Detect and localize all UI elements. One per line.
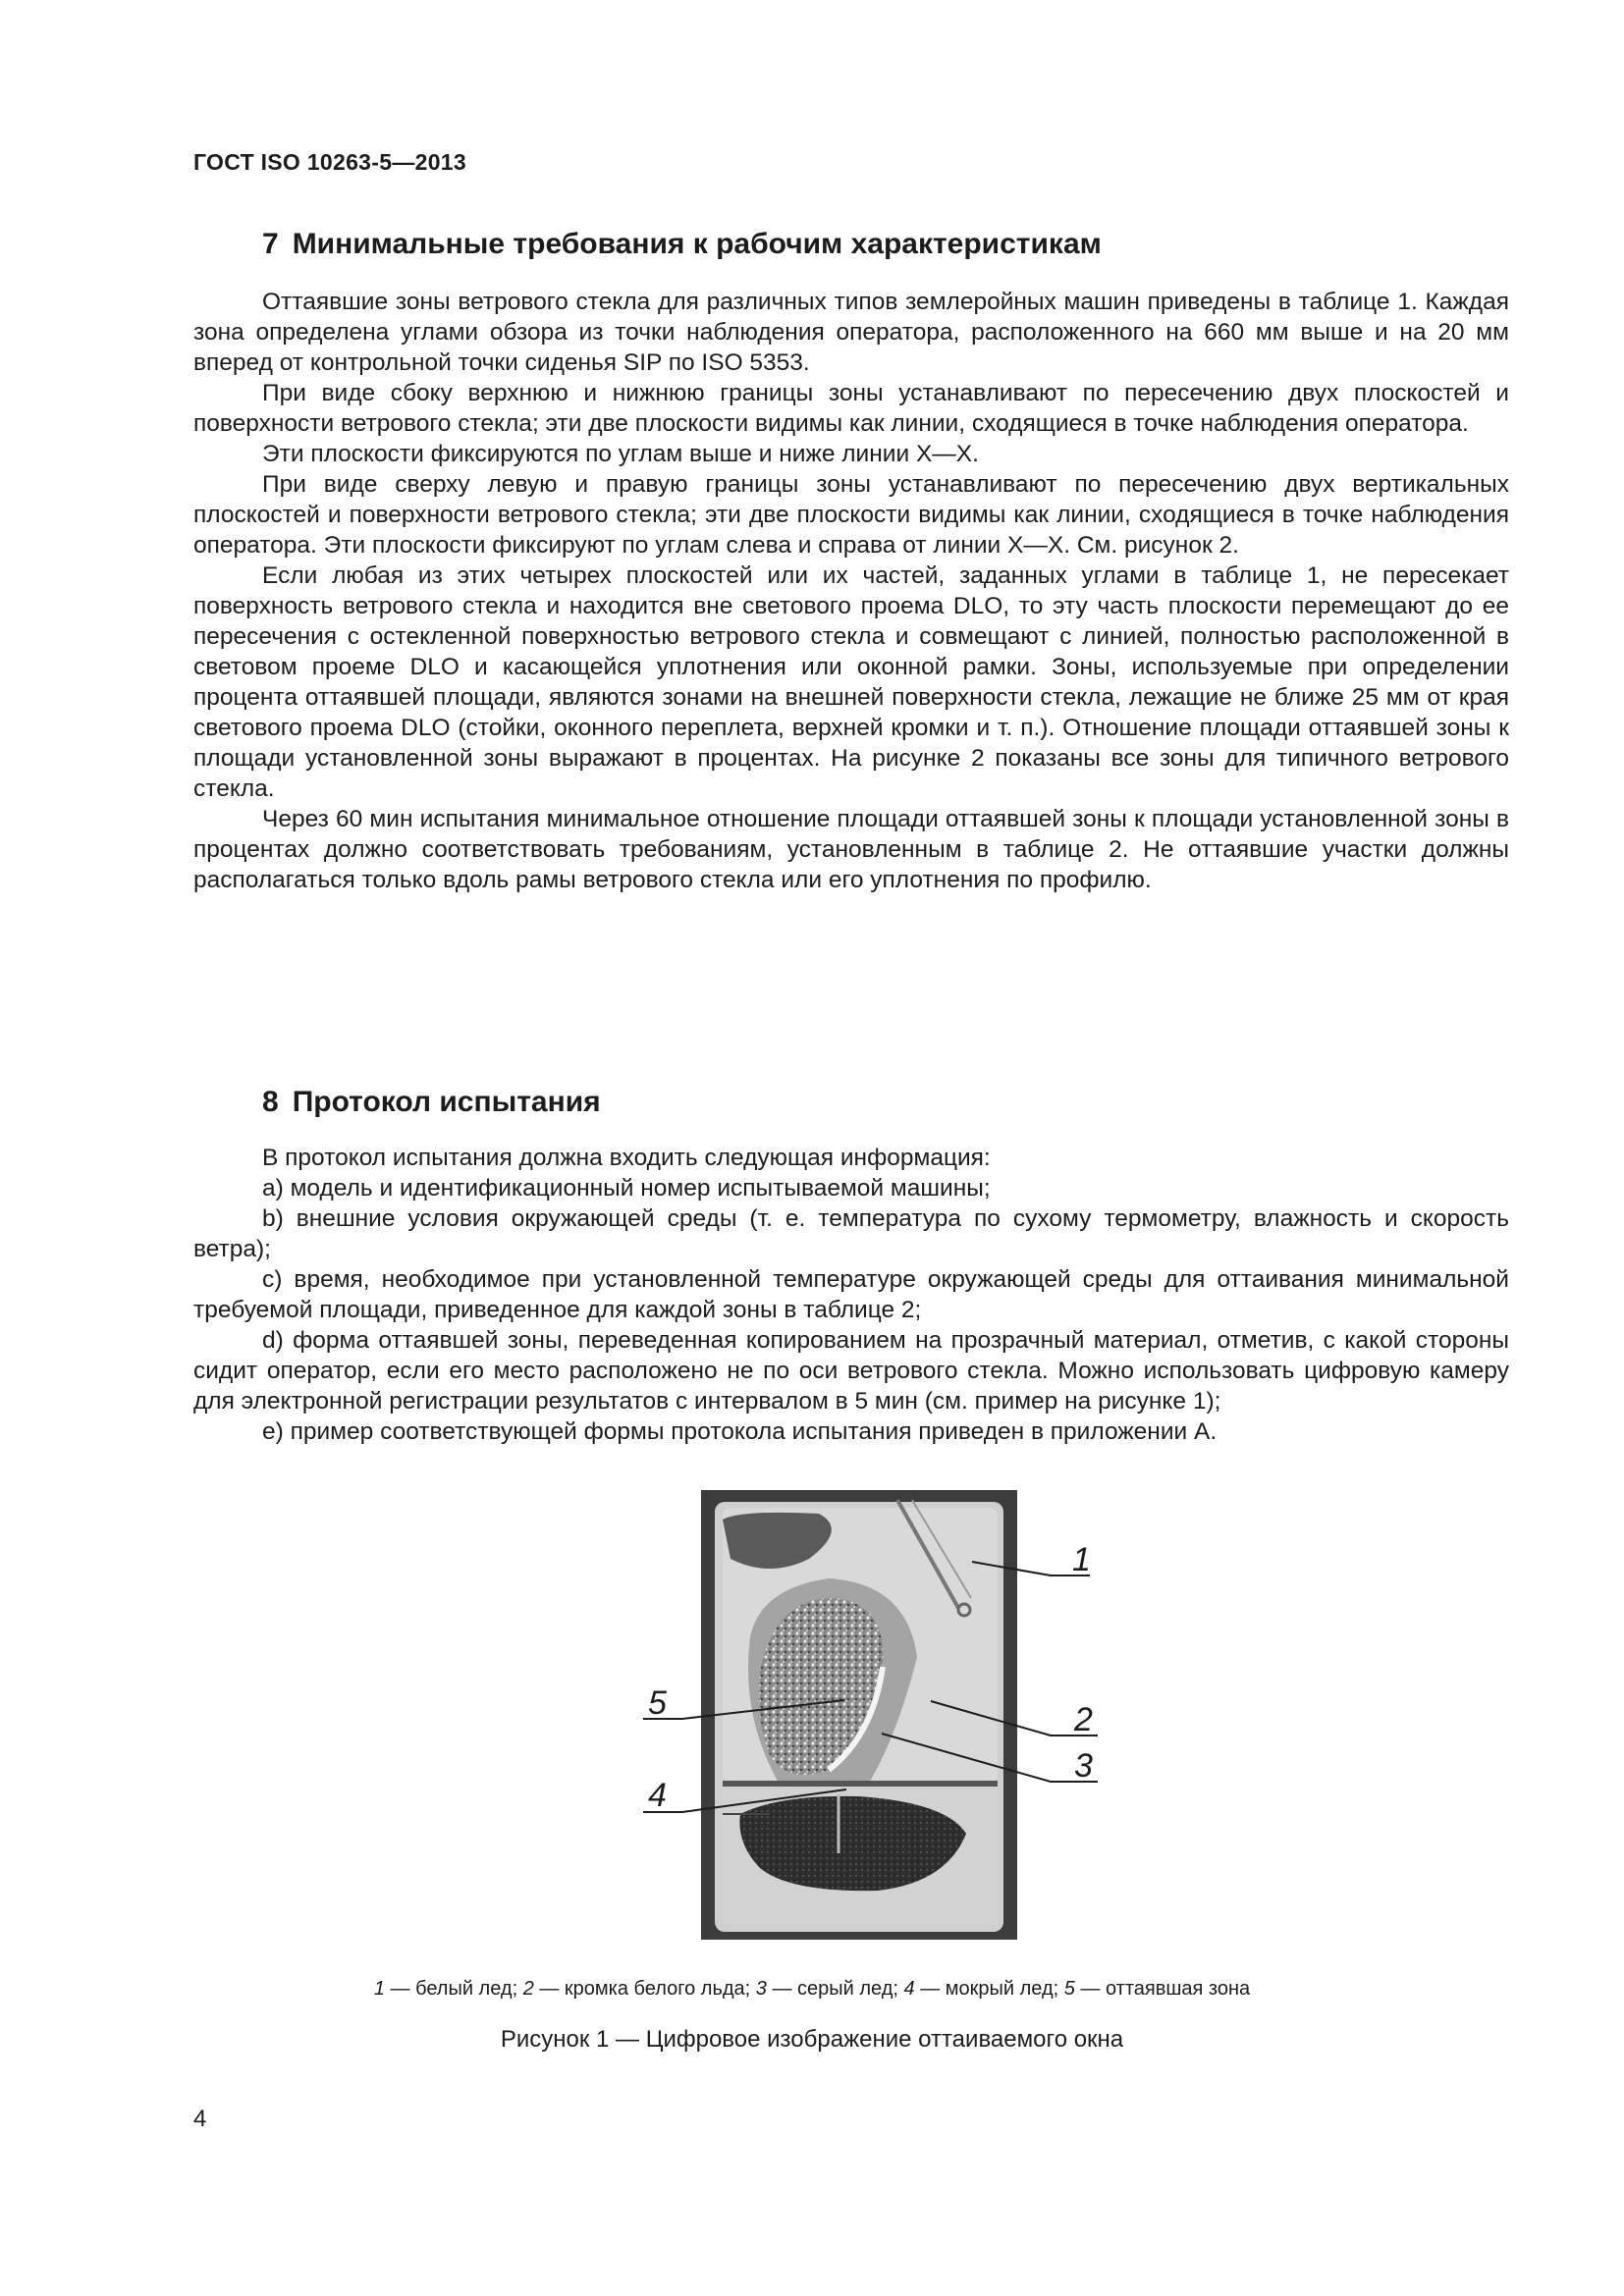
legend-num: 4	[903, 1978, 915, 2000]
legend-text: — мокрый лед;	[914, 1978, 1064, 2000]
figure-label-2: 2	[1074, 1701, 1093, 1738]
section-8-number: 8	[262, 1086, 279, 1118]
figure-legend	[0, 1978, 1624, 2001]
paragraph: Если любая из этих четырех плоскостей или их частей, заданных углами в таблице 1, не пересекает поверхность ветрового стекла и находится вне светового проема DLO, то эту часть плоскости перемещают до ее пересечения с остекленной поверхностью ветрового стекла и совмещают с линией, полностью расположенной в световом проеме DLO и касающейся уплотнения или оконной рамки. Зоны, используемые при определении процента оттаявшей площади, являются зонами на внешней поверхности стекла, лежащие не ближе 25 мм от края светового проема DLO (стойки, оконного переплета, верхней кромки и т. п.). Отношение площади оттаявшей зоны к площади установленной зоны выражают в процентах. На рисунке 2 показаны все зоны для типичного ветрового стекла.	[193, 562, 1509, 802]
legend-num: 1	[373, 1978, 385, 2000]
section-7-heading	[262, 228, 1102, 261]
list-item: e) пример соответствующей формы протокола испытания приведен в приложении А.	[262, 1418, 1218, 1445]
figure-label-4: 4	[648, 1777, 667, 1814]
document-id-header: ГОСТ ISO 10263-5—2013	[193, 149, 466, 175]
figure-label-3: 3	[1074, 1747, 1093, 1785]
paragraph: При виде сверху левую и правую границы зоны устанавливают по пересечению двух вертикальных плоскостей и поверхности ветрового стекла; эти две плоскости видимы как линии, сходящиеся в точке наблюдения оператора. Эти плоскости фиксируют по углам слева и справа от линии X—X. См. рисунок 2.	[193, 471, 1509, 559]
figure-label-1: 1	[1072, 1541, 1091, 1578]
legend-num: 5	[1063, 1978, 1075, 2000]
figure-caption: Рисунок 1 — Цифровое изображение оттаиваемого окна	[500, 2026, 1124, 2053]
paragraph: При виде сбоку верхнюю и нижнюю границы зоны устанавливают по пересечению двух плоскостей и поверхности ветрового стекла; эти две плоскости видимы как линии, сходящиеся в точке наблюдения оператора.	[193, 380, 1509, 437]
section-8-heading	[262, 1086, 601, 1119]
legend-text: — белый лед;	[384, 1978, 523, 2000]
windshield-photo	[701, 1490, 1017, 1940]
legend-text: — оттаявшая зона	[1074, 1978, 1251, 2000]
list-item: c) время, необходимое при установленной температуре окружающей среды для оттаивания минимальной требуемой площади, приведенное для каждой зоны в таблице 2;	[193, 1266, 1509, 1323]
paragraph: Оттаявшие зоны ветрового стекла для различных типов землеройных машин приведены в таблице 1. Каждая зона определена углами обзора из точки наблюдения оператора, расположенного на 660 мм выше и на 20 мм вперед от контрольной точки сиденья SIP по ISO 5353.	[193, 289, 1509, 376]
section-8-title: Протокол испытания	[292, 1086, 601, 1118]
page-number: 4	[193, 2106, 207, 2132]
list-item: b) внешние условия окружающей среды (т. е. температура по сухому термометру, влажность и скорость ветра);	[193, 1205, 1509, 1262]
legend-num: 3	[755, 1978, 767, 2000]
list-item: a) модель и идентификационный номер испытываемой машины;	[262, 1175, 991, 1201]
section-7-title: Минимальные требования к рабочим характеристикам	[292, 228, 1102, 260]
section-7-body	[193, 287, 1509, 895]
section-8-intro: В протокол испытания должна входить следующая информация:	[262, 1145, 991, 1171]
figure-label-5: 5	[648, 1684, 667, 1722]
section-8-body	[193, 1143, 1509, 1447]
paragraph: Эти плоскости фиксируются по углам выше и ниже линии X—X.	[262, 441, 979, 467]
list-item: d) форма оттаявшей зоны, переведенная копированием на прозрачный материал, отметив, с какой стороны сидит оператор, если его место расположено не по оси ветрового стекла. Можно использовать цифровую камеру для электронной регистрации результатов с интервалом в 5 мин (см. пример на рисунке 1);	[193, 1327, 1509, 1415]
legend-text: — серый лед;	[766, 1978, 904, 2000]
paragraph: Через 60 мин испытания минимальное отношение площади оттаявшей зоны к площади установленной зоны в процентах должно соответствовать требованиям, установленным в таблице 2. Не оттаявшие участки должны располагаться только вдоль рамы ветрового стекла или его уплотнения по профилю.	[193, 806, 1509, 893]
section-7-number: 7	[262, 228, 279, 260]
legend-text: — кромка белого льда;	[533, 1978, 756, 2000]
legend-num: 2	[522, 1978, 534, 2000]
